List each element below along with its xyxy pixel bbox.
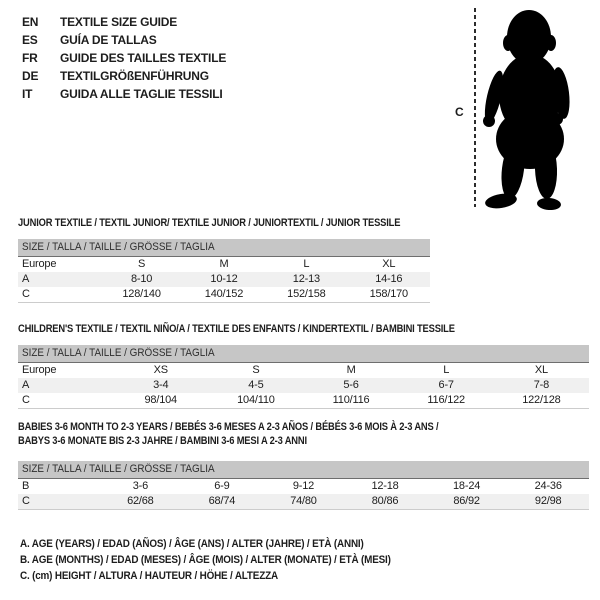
size-header-cell [18, 345, 589, 362]
size-header-row [18, 239, 430, 256]
size-cell: 110/116 [332, 393, 370, 406]
table-row [18, 378, 589, 393]
size-cell: 122/128 [522, 393, 561, 406]
legend-footnotes [20, 536, 432, 584]
size-cell: 6-9 [214, 479, 230, 492]
size-cell: 3-6 [132, 479, 148, 492]
junior-table-title: JUNIOR TEXTILE / TEXTIL JUNIOR/ TEXTILE JUNIOR / JUNIORTEXTIL / JUNIOR TESSILE [18, 217, 401, 229]
lang-title: TEXTILGRÖßENFÜHRUNG [60, 69, 209, 83]
size-cell: 152/158 [287, 287, 326, 300]
size-header-cell [18, 461, 589, 478]
size-cell: XL [534, 363, 548, 376]
size-header-text: SIZE / TALLA / TAILLE / GRÖSSE / TAGLIA [22, 241, 215, 254]
size-cell: 8-10 [130, 272, 153, 285]
row-label: B [22, 479, 30, 492]
row-label: Europe [22, 363, 57, 376]
size-cell: 86/92 [453, 494, 480, 507]
table-row [18, 494, 589, 510]
footnote-b: B. AGE (MONTHS) / EDAD (MESES) / ÂGE (MOIS) / ALTER (MONATE) / ETÀ (MESI) [20, 554, 391, 566]
size-cell: 98/104 [144, 393, 177, 406]
size-cell: 12-13 [292, 272, 320, 285]
size-header-cell [18, 239, 430, 256]
junior-size-table [18, 239, 430, 303]
lang-row-de [22, 67, 226, 85]
row-label: C [22, 287, 30, 300]
size-cell: L [303, 257, 310, 270]
lang-row-es [22, 31, 226, 49]
lang-title: GUIDA ALLE TAGLIE TESSILI [60, 87, 223, 101]
size-cell: XS [153, 363, 168, 376]
size-cell: 104/110 [237, 393, 275, 406]
size-cell: 158/170 [369, 287, 408, 300]
lang-row-fr [22, 49, 226, 67]
lang-code: EN [22, 15, 39, 29]
table-row [18, 393, 589, 409]
table-row [18, 272, 430, 287]
size-cell: S [252, 363, 260, 376]
lang-title: TEXTILE SIZE GUIDE [60, 15, 178, 29]
size-cell: 92/98 [534, 494, 562, 507]
size-cell: 5-6 [343, 378, 359, 391]
table-row [18, 287, 430, 303]
row-label: A [22, 272, 30, 285]
size-header-row [18, 461, 589, 478]
size-cell: 12-18 [371, 479, 399, 492]
size-cell: 68/74 [208, 494, 236, 507]
lang-title: GUÍA DE TALLAS [60, 33, 157, 47]
size-cell: M [346, 363, 356, 376]
size-cell: M [219, 257, 229, 270]
table-row [18, 256, 430, 272]
size-cell: 18-24 [453, 479, 481, 492]
size-cell: 14-16 [375, 272, 403, 285]
size-header-row [18, 345, 589, 362]
size-cell: 7-8 [533, 378, 550, 391]
lang-code: IT [22, 87, 33, 101]
size-cell: 3-4 [153, 378, 169, 391]
babies-title-line-2: BABYS 3-6 MONATE BIS 2-3 JAHRE / BAMBINI 3-6 MESI A 2-3 ANNI [18, 435, 307, 447]
babies-size-table [18, 461, 589, 510]
baby-silhouette [480, 5, 590, 212]
size-cell: 80/86 [371, 494, 399, 507]
row-label: A [22, 378, 30, 391]
lang-row-it [22, 85, 226, 103]
lang-code: DE [22, 69, 39, 83]
size-cell: 62/68 [127, 494, 154, 507]
row-label: C [22, 393, 30, 406]
size-cell: 116/122 [427, 393, 465, 406]
row-label: C [22, 494, 30, 507]
footnote-c: C. (cm) HEIGHT / ALTURA / HAUTEUR / HÖHE / ALTEZZA [20, 570, 278, 582]
lang-code: ES [22, 33, 38, 47]
height-measure-dashed-line [474, 8, 476, 207]
size-cell: S [138, 257, 146, 270]
size-cell: 9-12 [292, 479, 315, 492]
table-row [18, 362, 589, 378]
lang-code: FR [22, 51, 38, 65]
size-header-text: SIZE / TALLA / TAILLE / GRÖSSE / TAGLIA [22, 463, 215, 476]
size-cell: 74/80 [290, 494, 317, 507]
babies-table-title [18, 420, 438, 448]
children-table-title: CHILDREN'S TEXTILE / TEXTIL NIÑO/A / TEXTILE DES ENFANTS / KINDERTEXTIL / BAMBINI TESSILE [18, 323, 455, 335]
size-cell: XL [382, 257, 396, 270]
height-measure-label: C [455, 105, 464, 119]
footnote-a: A. AGE (YEARS) / EDAD (AÑOS) / ÂGE (ANS) / ALTER (JAHRE) / ETÀ (ANNI) [20, 538, 364, 550]
size-cell: 128/140 [122, 287, 161, 300]
lang-row-en [22, 13, 226, 31]
size-cell: 24-36 [534, 479, 562, 492]
size-header-text: SIZE / TALLA / TAILLE / GRÖSSE / TAGLIA [22, 347, 215, 360]
babies-title-line-1: BABIES 3-6 MONTH TO 2-3 YEARS / BEBÉS 3-6 MESES A 2-3 AÑOS / BÉBÉS 3-6 MOIS À 2-3 ANS / [18, 421, 439, 433]
size-cell: L [443, 363, 450, 376]
table-row [18, 478, 589, 494]
size-cell: 140/152 [204, 287, 244, 300]
size-cell: 10-12 [210, 272, 238, 285]
row-label: Europe [22, 257, 57, 270]
size-cell: 6-7 [438, 378, 454, 391]
children-size-table [18, 345, 589, 409]
size-cell: 4-5 [248, 378, 264, 391]
language-title-list [22, 13, 226, 103]
lang-title: GUIDE DES TAILLES TEXTILE [60, 51, 227, 65]
